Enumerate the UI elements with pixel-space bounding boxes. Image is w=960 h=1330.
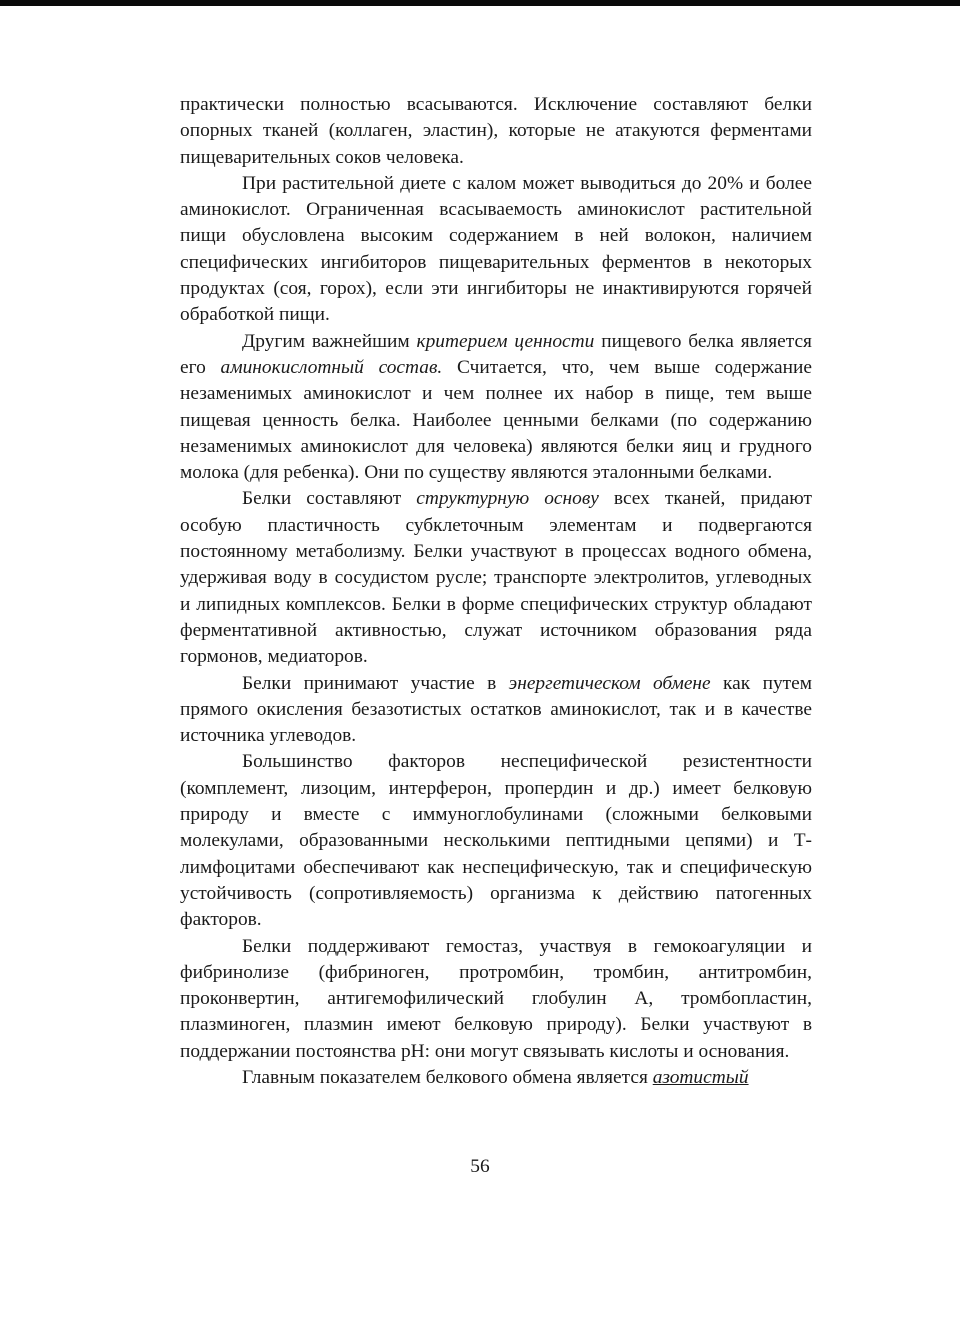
- paragraph-3: [180, 329, 812, 487]
- paragraph-5-text-b: как путем прямого окисления безазотистых остатков аминокислот, так и в качестве источника углеводов.: [180, 672, 812, 747]
- page-body: [180, 92, 812, 1091]
- paragraph-2-text: При растительной диете с калом может выводиться до 20% и более аминокислот. Ограниченная всасываемость аминокислот растительной пищи обусловлена высоким содержанием в ней волокон, наличием специфических ингибиторов пищеварительных ферментов в некоторых продуктах (соя, горох), если эти ингибиторы не инактивируются горячей обработкой пищи.: [180, 172, 812, 326]
- paragraph-6: [180, 749, 812, 933]
- paragraph-5-text-a: Белки принимают участие в: [242, 672, 509, 694]
- paragraph-2: [180, 171, 812, 329]
- paragraph-3-text-a: Другим важнейшим: [242, 330, 417, 352]
- scan-edge-bar: [0, 0, 960, 6]
- paragraph-3-text-c: Считается, что, чем выше содержание незаменимых аминокислот и чем полнее их набор в пище, тем выше пищевая ценность белка. Наиболее ценными белками (по содержанию незаменимых аминокислот для человека) являются белки яиц и грудного молока (для ребенка). Они по существу являются эталонными белками.: [180, 356, 813, 484]
- paragraph-4-text-a: Белки составляют: [242, 488, 417, 510]
- paragraph-8: [180, 1065, 812, 1091]
- term-nitrogen: азотистый: [652, 1066, 749, 1088]
- paragraph-7: [180, 934, 812, 1065]
- term-structural-basis: структурную основу: [416, 488, 599, 510]
- paragraph-8-text-a: Главным показателем белкового обмена является: [242, 1066, 653, 1088]
- paragraph-4: [180, 486, 812, 670]
- paragraph-1-text: практически полностью всасываются. Исключение составляют белки опорных тканей (коллаген, эластин), которые не атакуются ферментами пищеварительных соков человека.: [180, 94, 812, 168]
- term-amino-acid-composition: аминокислотный состав.: [220, 356, 443, 378]
- paragraph-4-text-b: всех тканей, придают особую пластичность субклеточным элементам и подвергаются постоянному метаболизму. Белки участвуют в процессах водного обмена, удерживая воду в сосудистом русле; транспорте электролитов, углеводных и липидных комплексов. Белки в форме специфических структур обладают ферментативной активностью, служат источником образования ряда гормонов, медиаторов.: [180, 488, 812, 668]
- term-value-criterion: критерием ценности: [416, 330, 595, 352]
- term-energy-metabolism: энергетическом обмене: [508, 672, 711, 694]
- page-number: 56: [470, 1156, 490, 1177]
- paragraph-7-text: Белки поддерживают гемостаз, участвуя в гемокоагуляции и фибринолизе (фибриноген, протромбин, тромбин, антитромбин, проконвертин, антигемофилический глобулин А, тромбопластин, плазминоген, плазмин имеют белковую природу). Белки участвуют в поддержании постоянства pH: они могут связывать кислоты и основания.: [180, 935, 812, 1062]
- paragraph-5: [180, 671, 812, 750]
- paragraph-3-text-b: пищевого белка является его: [180, 330, 812, 378]
- paragraph-6-text: Большинство факторов неспецифической резистентности (комплемент, лизоцим, интерферон, пропердин и др.) имеет белковую природу и вместе с иммуноглобулинами (сложными белковыми молекулами, образованными несколькими пептидными цепями) и Т-лимфоцитами обеспечивают как неспецифическую, так и специфическую устойчивость (сопротивляемость) организма к действию патогенных факторов.: [180, 751, 812, 931]
- paragraph-1: [180, 92, 812, 171]
